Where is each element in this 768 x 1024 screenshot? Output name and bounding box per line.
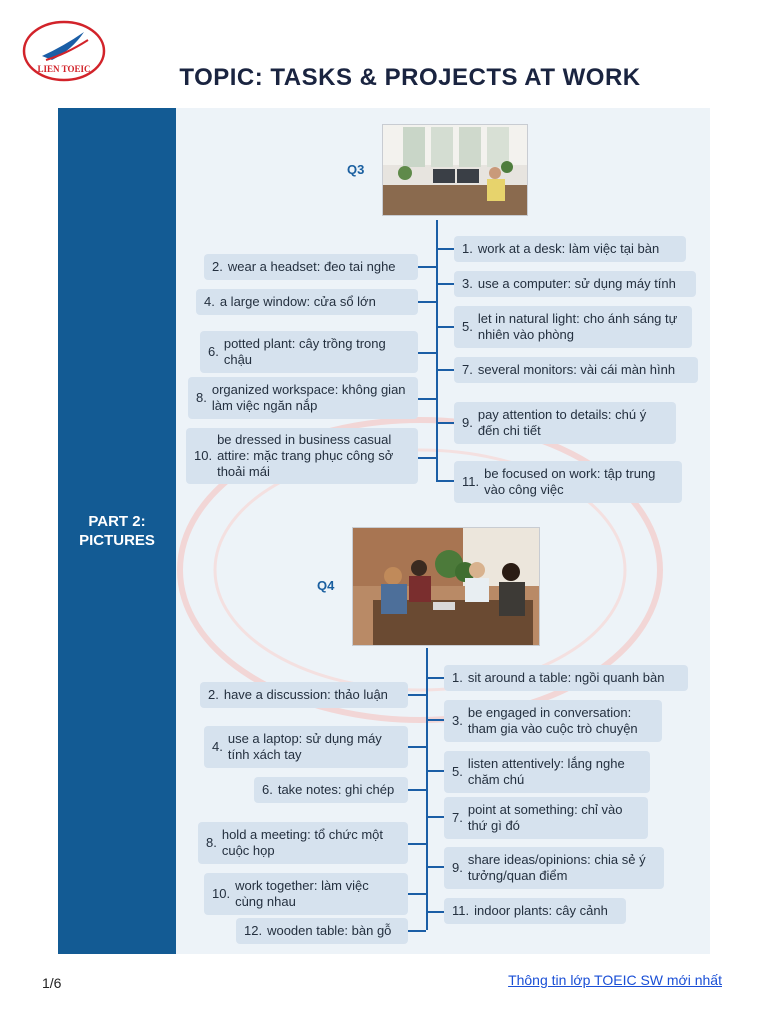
q3-vocab-text: be dressed in business casual attire: mặc trang phục công sở thoải mái: [217, 432, 394, 479]
part-label-line1: PART 2:: [88, 513, 146, 530]
q3-label: Q3: [347, 162, 365, 177]
q3-connector: [418, 457, 436, 459]
q3-vocab-num: 1.: [462, 241, 473, 256]
q3-connector: [418, 352, 436, 354]
q3-connector: [418, 301, 436, 303]
q4-connector: [428, 816, 444, 818]
q4-vocab-text: have a discussion: thảo luận: [223, 687, 388, 702]
q3-connector: [418, 398, 436, 400]
q3-vocab-item: [186, 428, 418, 484]
toeic-sw-class-link[interactable]: Thông tin lớp TOEIC SW mới nhất: [508, 972, 722, 988]
q3-vocab-num: 8.: [196, 390, 207, 405]
q4-connector: [408, 694, 426, 696]
q4-vocab-item: [444, 847, 664, 889]
q4-vocab-text: sit around a table: ngồi quanh bàn: [467, 670, 665, 685]
q3-vocab-item: [188, 377, 418, 419]
q3-trunk-line: [436, 220, 438, 482]
q3-vocab-num: 9.: [462, 415, 473, 430]
q4-meeting-photo: [352, 527, 540, 646]
q4-label: Q4: [317, 578, 335, 593]
q4-vocab-num: 12.: [244, 923, 263, 938]
q3-connector: [438, 248, 454, 250]
q4-vocab-num: 6.: [262, 782, 273, 797]
q4-vocab-num: 5.: [452, 764, 463, 779]
q4-connector: [428, 866, 444, 868]
q4-vocab-num: 9.: [452, 860, 463, 875]
q3-vocab-text: wear a headset: đeo tai nghe: [227, 259, 396, 274]
q4-vocab-item: [200, 682, 408, 708]
q4-vocab-item: [444, 700, 662, 742]
q4-vocab-num: 1.: [452, 670, 463, 685]
q3-vocab-num: 2.: [212, 259, 223, 274]
q3-vocab-text: several monitors: vài cái màn hình: [477, 362, 676, 377]
q4-vocab-text: be engaged in conversation: tham gia vào cuộc trò chuyện: [467, 705, 638, 736]
q4-connector: [408, 746, 426, 748]
q3-vocab-item: [454, 402, 676, 444]
q3-connector: [438, 283, 454, 285]
q4-connector: [428, 911, 444, 913]
q4-vocab-text: work together: làm việc cùng nhau: [235, 878, 369, 909]
part-label-line2: PICTURES: [79, 532, 155, 549]
q3-vocab-item: [454, 461, 682, 503]
q4-vocab-item: [444, 797, 648, 839]
q4-connector: [428, 719, 444, 721]
q3-vocab-item: [454, 357, 698, 383]
q4-connector: [428, 770, 444, 772]
q4-vocab-num: 4.: [212, 739, 223, 754]
q3-vocab-item: [196, 289, 418, 315]
q4-vocab-item: [204, 726, 408, 768]
q3-vocab-item: [454, 271, 696, 297]
q4-vocab-item: [198, 822, 408, 864]
q4-vocab-item: [444, 751, 650, 793]
q4-connector: [408, 893, 426, 895]
q4-vocab-item: [444, 898, 626, 924]
q3-vocab-num: 10.: [194, 448, 213, 463]
q4-trunk-line: [426, 648, 428, 930]
q3-vocab-text: work at a desk: làm việc tại bàn: [477, 241, 660, 256]
q3-vocab-num: 6.: [208, 344, 219, 359]
q3-office-photo: [382, 124, 528, 216]
q4-vocab-text: share ideas/opinions: chia sẻ ý tưởng/quan điểm: [467, 852, 646, 883]
page-number: 1/6: [42, 975, 62, 991]
q4-vocab-text: wooden table: bàn gỗ: [267, 923, 392, 938]
q4-vocab-num: 3.: [452, 713, 463, 728]
page-title: TOPIC: TASKS & PROJECTS AT WORK: [179, 64, 641, 91]
q4-vocab-num: 2.: [208, 687, 219, 702]
q3-vocab-num: 7.: [462, 362, 473, 377]
q4-vocab-text: use a laptop: sử dụng máy tính xách tay: [227, 731, 382, 762]
q3-vocab-text: a large window: cửa sổ lớn: [219, 294, 376, 309]
q3-vocab-text: potted plant: cây trồng trong chậu: [223, 336, 386, 367]
q4-vocab-text: take notes: ghi chép: [277, 782, 395, 797]
logo-text: LIEN TOEIC: [37, 64, 91, 74]
part-label: [58, 512, 176, 550]
q3-connector: [438, 369, 454, 371]
q3-vocab-num: 4.: [204, 294, 215, 309]
q3-vocab-text: pay attention to details: chú ý đến chi tiết: [477, 407, 647, 438]
q3-connector: [418, 266, 436, 268]
q4-vocab-num: 7.: [452, 810, 463, 825]
q3-vocab-item: [454, 306, 692, 348]
q4-connector: [408, 789, 426, 791]
q3-connector: [438, 480, 454, 482]
lien-toeic-logo: [22, 20, 106, 82]
q3-connector: [438, 326, 454, 328]
q4-vocab-text: indoor plants: cây cảnh: [474, 903, 608, 918]
q3-vocab-text: let in natural light: cho ánh sáng tự nhiên vào phòng: [477, 311, 678, 342]
q4-vocab-num: 11.: [452, 903, 470, 918]
q4-connector: [428, 677, 444, 679]
q4-connector: [408, 843, 426, 845]
q4-vocab-item: [204, 873, 408, 915]
q3-vocab-item: [200, 331, 418, 373]
q3-vocab-item: [204, 254, 418, 280]
q3-vocab-num: 3.: [462, 276, 473, 291]
q4-vocab-num: 8.: [206, 835, 217, 850]
q4-vocab-item: [254, 777, 408, 803]
q4-vocab-item: [444, 665, 688, 691]
q4-vocab-text: hold a meeting: tổ chức một cuộc họp: [221, 827, 384, 858]
q4-vocab-num: 10.: [212, 886, 231, 901]
q3-vocab-text: organized workspace: không gian làm việc ngăn nắp: [211, 382, 406, 413]
q4-connector: [408, 930, 426, 932]
q3-vocab-num: 11.: [462, 474, 480, 489]
q4-vocab-item: [236, 918, 408, 944]
q4-vocab-text: point at something: chỉ vào thứ gì đó: [467, 802, 623, 833]
q3-connector: [438, 422, 454, 424]
q3-vocab-text: be focused on work: tập trung vào công việc: [484, 466, 656, 497]
q3-vocab-item: [454, 236, 686, 262]
q3-vocab-text: use a computer: sử dụng máy tính: [477, 276, 676, 291]
q4-vocab-text: listen attentively: lắng nghe chăm chú: [467, 756, 625, 787]
q3-vocab-num: 5.: [462, 319, 473, 334]
